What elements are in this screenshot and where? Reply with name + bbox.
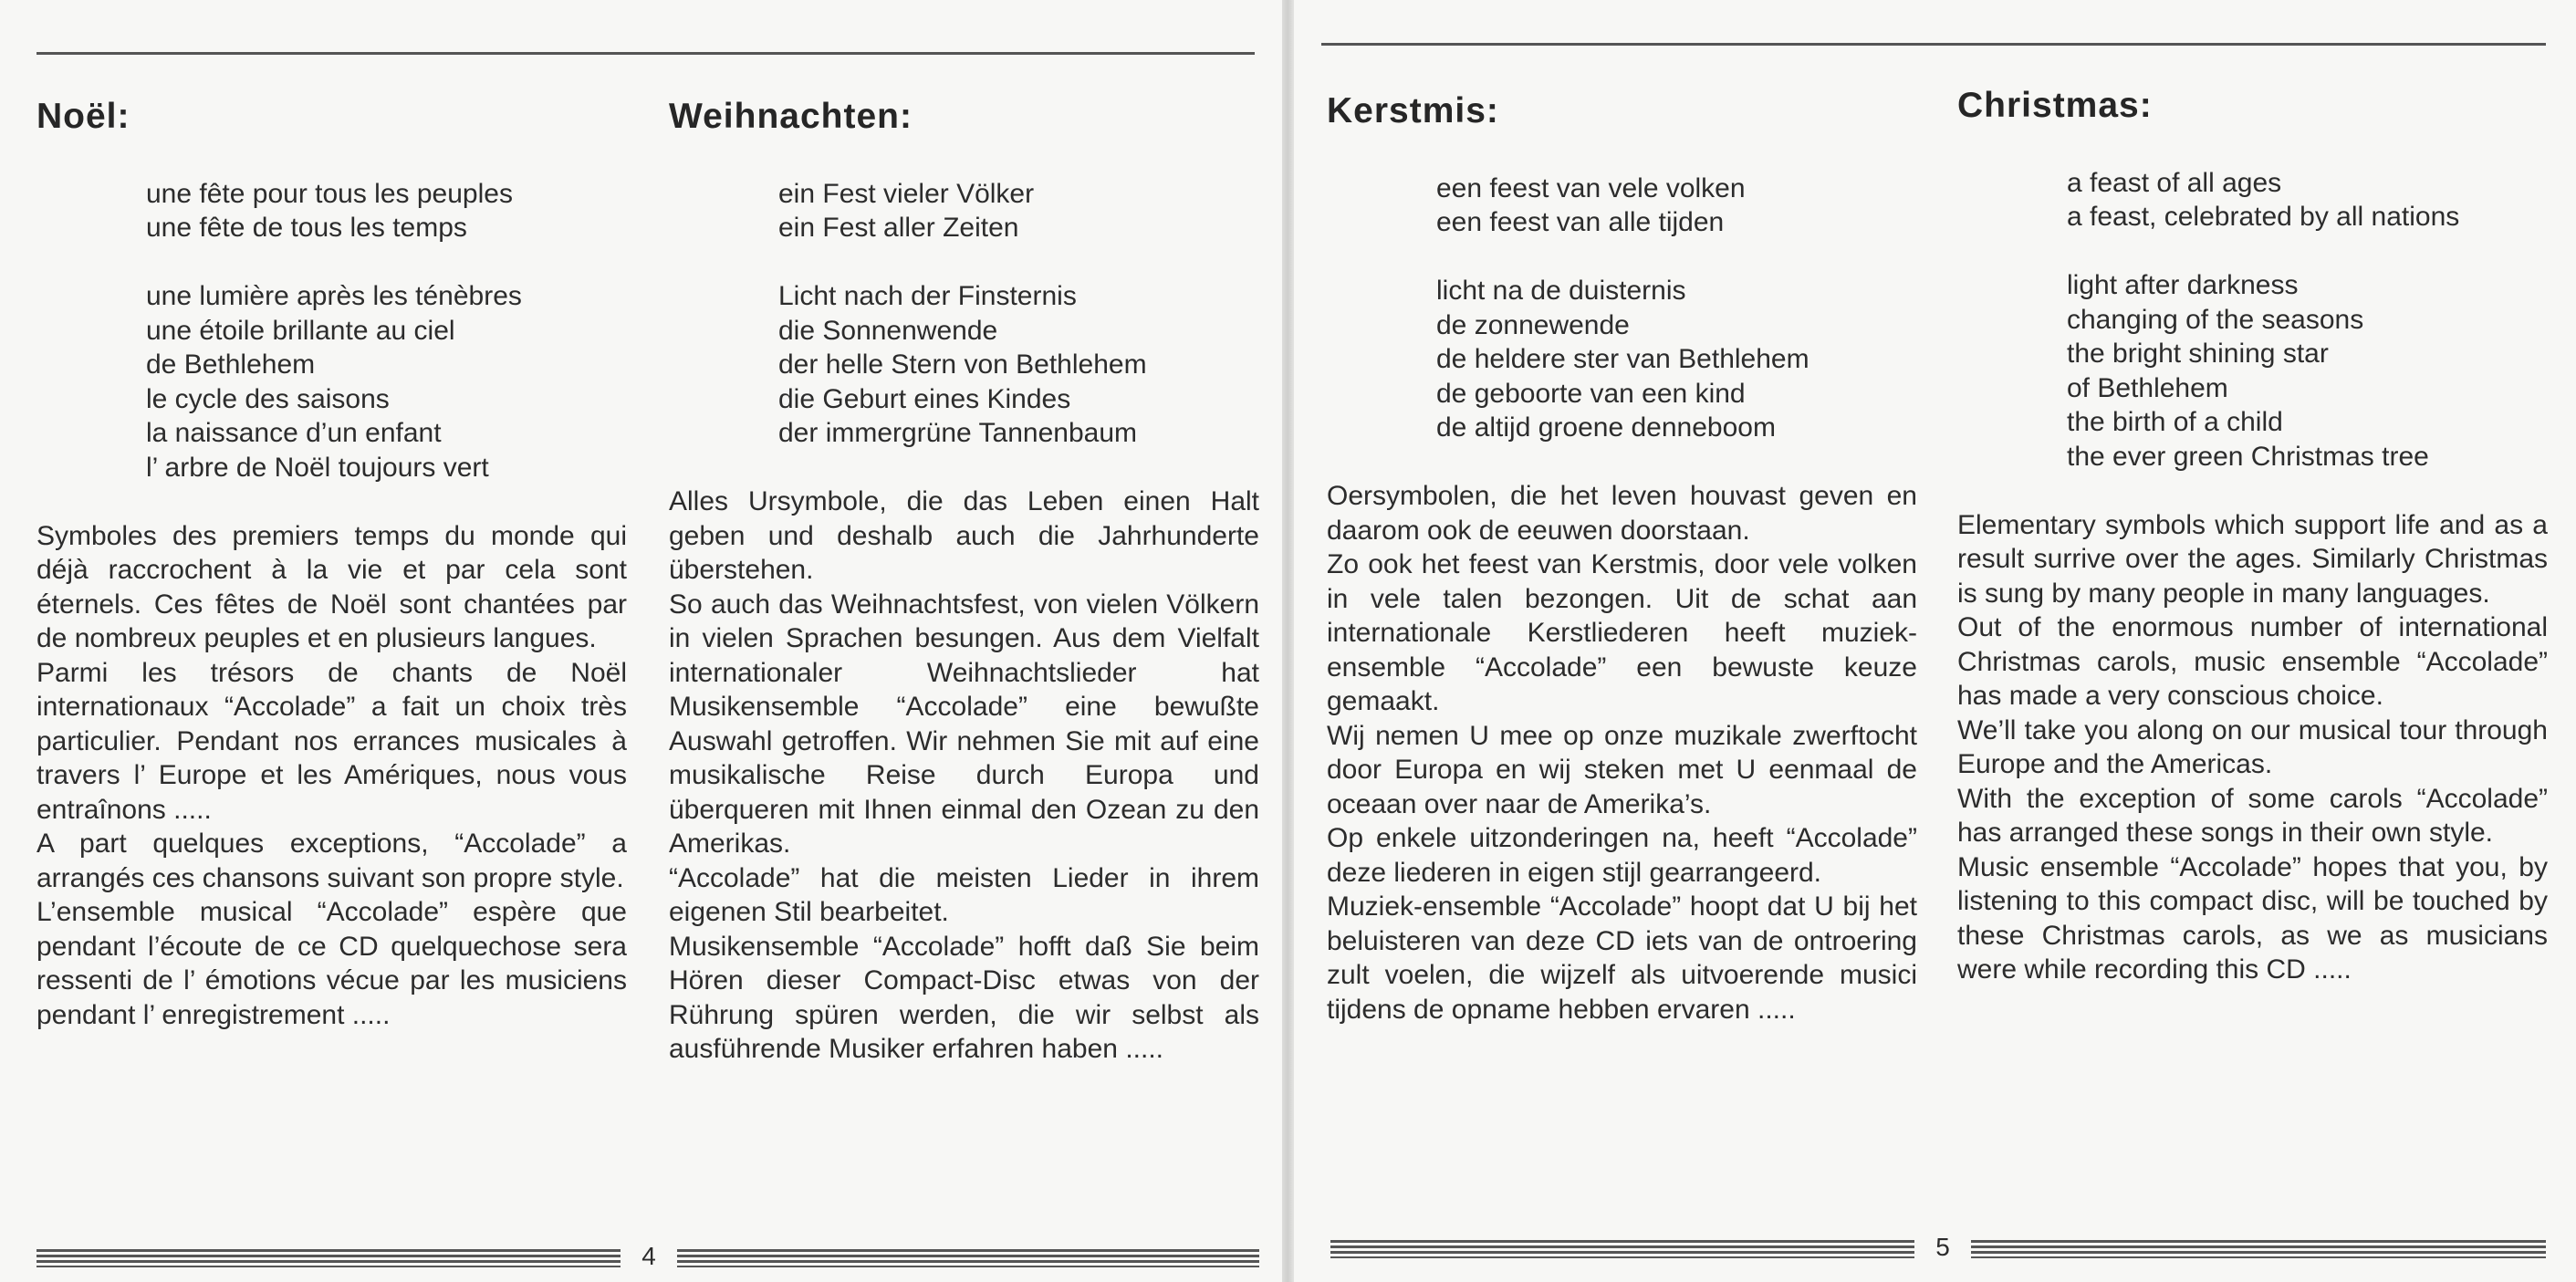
poem-line: de altijd groene denneboom [1436, 412, 1776, 443]
column-christmas [1957, 87, 2548, 987]
poem-line: licht na de duisternis [1436, 276, 1686, 307]
poem-line: de Bethlehem [146, 349, 316, 380]
poem-line: a feast of all ages [2067, 167, 2282, 198]
poem-line: de zonnewende [1436, 309, 1630, 340]
poem-line: de geboorte van een kind [1436, 378, 1746, 409]
poem-stanza [146, 279, 627, 485]
prose [1957, 508, 2548, 987]
prose-paragraph: With the exception of some carols “Accolade” has arranged these songs in their own style. [1957, 783, 2548, 849]
poem-line: a feast, celebrated by all nations [2067, 202, 2460, 233]
poem-line: light after darkness [2067, 270, 2299, 301]
book-gutter [1282, 0, 1294, 1282]
section-heading: Noël: [37, 97, 130, 136]
poem-line: la naissance d’un enfant [146, 418, 442, 449]
footer-bar [1330, 1233, 2546, 1261]
poem-line: une fête de tous les temps [146, 213, 467, 244]
poem [1436, 172, 1917, 445]
poem-line: une étoile brillante au ciel [146, 315, 455, 346]
poem-line: changing of the seasons [2067, 304, 2364, 335]
left-page [0, 0, 1282, 1282]
poem [778, 177, 1259, 451]
poem-line: der immergrüne Tannenbaum [778, 418, 1138, 449]
poem-line: the bright shining star [2067, 339, 2329, 370]
prose-paragraph: Parmi les trésors de chants de Noël internationaux “Accolade” a fait un choix très particulier. Pendant nos errances musicales à travers l’ Europe et les Amériques, nous vous entraînons ..... [37, 657, 627, 825]
poem-stanza [146, 177, 627, 245]
poem-line: een feest van alle tijden [1436, 207, 1725, 238]
prose-paragraph: L’ensemble musical “Accolade” espère que pendant l’écoute de ce CD quelquechose sera ressenti de l’ émotions vécue par les musiciens pendant l’ enregistrement ..... [37, 897, 627, 1030]
prose-paragraph: So auch das Weihnachtsfest, von vielen Völkern in vielen Sprachen besungen. Aus dem Vielfalt internationaler Weihnachtslieder hat Musikensemble “Accolade” eine bewußte Auswahl getroffen. Wir nehmen Sie mit auf eine musikalische Reise durch Europa und überqueren mit Ihnen einmal den Ozean zu den Amerikas. [669, 589, 1259, 860]
prose-paragraph: Out of the enormous number of international Christmas carols, music ensemble “Accolade” has made a very conscious choice. [1957, 612, 2548, 712]
poem [146, 177, 627, 485]
prose-paragraph: A part quelques exceptions, “Accolade” a arrangés ces chansons suivant son propre style. [37, 829, 627, 893]
poem-line: die Sonnenwende [778, 315, 998, 346]
page-number: 4 [641, 1242, 656, 1270]
prose-paragraph: Oersymbolen, die het leven houvast geven en daarom ook de eeuwen doorstaan. [1327, 481, 1917, 546]
poem-line: der helle Stern von Bethlehem [778, 349, 1147, 380]
section-heading: Christmas: [1957, 86, 2153, 125]
poem-line: une lumière après les ténèbres [146, 281, 522, 312]
poem-line: the ever green Christmas tree [2067, 441, 2429, 472]
column-noel [37, 98, 627, 1032]
section-heading: Kerstmis: [1327, 91, 1499, 130]
poem-line: ein Fest vieler Völker [778, 178, 1035, 209]
column-weihnachten [669, 98, 1259, 1067]
prose-paragraph: Music ensemble “Accolade” hopes that you, by listening to this compact disc, will be touched by these Christmas carols, as we as musicians were while recording this CD ..... [1957, 851, 2548, 985]
prose-paragraph: Alles Ursymbole, die das Leben einen Halt geben und deshalb auch die Jahrhunderte überstehen. [669, 486, 1259, 586]
poem-line: une fête pour tous les peuples [146, 178, 513, 209]
poem-stanza [2067, 166, 2548, 235]
poem-stanza [1436, 274, 1917, 445]
poem-line: the birth of a child [2067, 407, 2283, 438]
prose-paragraph: Elementary symbols which support life and as a result surrive over the ages. Similarly Christmas is sung by many people in many languages. [1957, 509, 2548, 609]
prose-paragraph: Musikensemble “Accolade” hofft daß Sie beim Hören dieser Compact-Disc etwas von der Rührung spüren werden, die wir selbst als ausführende Musiker erfahren haben ..... [669, 931, 1259, 1065]
column-kerstmis [1327, 92, 1917, 1027]
prose [37, 519, 627, 1033]
footer-stripes-left [37, 1249, 621, 1267]
poem-stanza [2067, 268, 2548, 474]
prose-paragraph: Symboles des premiers temps du monde qui déjà raccrochent à la vie et par cela sont éternels. Ces fêtes de Noël sont chantées par de nombreux peuples et en plusieurs langues. [37, 520, 627, 654]
page-number: 5 [1935, 1233, 1950, 1261]
prose-paragraph: “Accolade” hat die meisten Lieder in ihrem eigenen Stil bearbeitet. [669, 862, 1259, 928]
footer-bar [37, 1242, 1259, 1270]
poem-stanza [1436, 172, 1917, 240]
prose [1327, 479, 1917, 1027]
prose-paragraph: Zo ook het feest van Kerstmis, door vele volken in vele talen bezongen. Uit de schat aan internationale Kerstliederen heeft muziek-ensemble “Accolade” een bewuste keuze gemaakt. [1327, 549, 1917, 717]
poem-line: Licht nach der Finsternis [778, 281, 1077, 312]
prose-paragraph: Wij nemen U mee op onze muzikale zwerftocht door Europa en wij steken met U eenmaal de oceaan over naar de Amerika’s. [1327, 720, 1917, 819]
footer-stripes-left [1330, 1240, 1914, 1258]
poem-line: een feest van vele volken [1436, 172, 1746, 203]
prose-paragraph: We’ll take you along on our musical tour through Europe and the Americas. [1957, 714, 2548, 780]
prose-paragraph: Muziek-ensemble “Accolade” hoopt dat U bij het beluisteren van deze CD iets van de ontroering zult voelen, die wijzelf als uitvoerende musici tijdens de opname hebben ervaren ..... [1327, 891, 1917, 1025]
poem-line: of Bethlehem [2067, 372, 2228, 403]
prose-paragraph: Op enkele uitzonderingen na, heeft “Accolade” deze liederen in eigen stijl gearrangeerd. [1327, 823, 1917, 888]
footer-stripes-right [677, 1249, 1259, 1267]
poem-line: de heldere ster van Bethlehem [1436, 344, 1809, 375]
poem-line: le cycle des saisons [146, 383, 390, 414]
prose [669, 485, 1259, 1067]
right-page [1294, 0, 2576, 1282]
poem-stanza [778, 279, 1259, 451]
poem-line: ein Fest aller Zeiten [778, 213, 1019, 244]
poem-stanza [778, 177, 1259, 245]
top-rule [37, 52, 1255, 55]
poem-line: l’ arbre de Noël toujours vert [146, 452, 489, 483]
footer-stripes-right [1971, 1240, 2546, 1258]
section-heading: Weihnachten: [669, 97, 913, 136]
poem-line: die Geburt eines Kindes [778, 383, 1071, 414]
top-rule [1321, 43, 2546, 46]
poem [2067, 166, 2548, 474]
